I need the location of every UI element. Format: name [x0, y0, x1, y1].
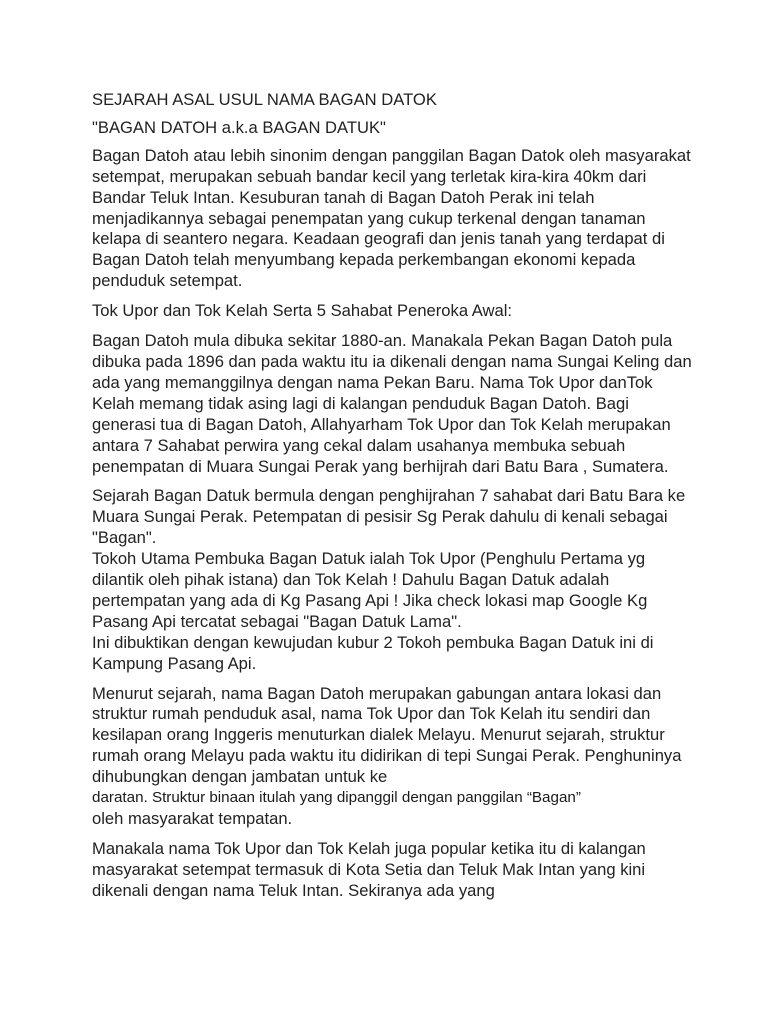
paragraph-group-origins — [92, 486, 692, 674]
paragraph-origin-founders: Tokoh Utama Pembuka Bagan Datuk ialah Tok Upor (Penghulu Pertama yg dilantik oleh pihak istana) dan Tok Kelah ! Dahulu Bagan Datuk adalah pertempatan yang ada di Kg Pasang Api ! Jika check lokasi map Google Kg Pasang Api tercatat sebagai "Bagan Datuk Lama". — [92, 549, 648, 631]
paragraph-origin-graves: Ini dibuktikan dengan kewujudan kubur 2 Tokoh pembuka Bagan Datuk ini di Kampung Pasang Api. — [92, 632, 654, 673]
document-page — [92, 90, 692, 911]
paragraph-section-heading: Tok Upor dan Tok Kelah Serta 5 Sahabat Peneroka Awal: — [92, 301, 513, 321]
paragraph-intro: Bagan Datoh atau lebih sinonim dengan panggilan Bagan Datok oleh masyarakat setempat, merupakan sebuah bandar kecil yang terletak kira-kira 40km dari Bandar Teluk Intan. Kesuburan tanah di Bagan Datoh Perak ini telah menjadikannya sebagai penempatan yang cukup terkenal dengan tanaman kelapa di seantero negara. Keadaan geografi dan jenis tanah yang terdapat di Bagan Datoh telah menyumbang kepada perkembangan ekonomi kepada penduduk setempat. — [92, 145, 691, 291]
paragraph-group-name-origin — [92, 684, 692, 830]
paragraph-name-origin: Menurut sejarah, nama Bagan Datoh merupakan gabungan antara lokasi dan struktur rumah penduduk asal, nama Tok Upor dan Tok Kelah itu sendiri dan kesilapan orang Inggeris menuturkan dialek Melayu. Menurut sejarah, struktur rumah orang Melayu pada waktu itu didirikan di tepi Sungai Perak. Penghuninya dihubungkan dengan jambatan untuk ke — [92, 683, 682, 787]
paragraph-bagan-definition-end: oleh masyarakat tempatan. — [92, 809, 293, 828]
paragraph-bagan-definition: daratan. Struktur binaan itulah yang dipanggil dengan panggilan “Bagan” — [92, 789, 581, 807]
document-subtitle: "BAGAN DATOH a.k.a BAGAN DATUK" — [92, 117, 386, 137]
paragraph-origin-migration: Sejarah Bagan Datuk bermula dengan penghijrahan 7 sahabat dari Batu Bara ke Muara Sungai Perak. Petempatan di pesisir Sg Perak dahulu di kenali sebagai "Bagan". — [92, 486, 686, 548]
document-title: SEJARAH ASAL USUL NAMA BAGAN DATOK — [92, 90, 437, 109]
paragraph-popularity: Manakala nama Tok Upor dan Tok Kelah juga popular ketika itu di kalangan masyarakat setempat termasuk di Kota Setia dan Teluk Mak Intan yang kini dikenali dengan nama Teluk Intan. Sekiranya ada yang — [92, 838, 646, 900]
paragraph-history: Bagan Datoh mula dibuka sekitar 1880-an. Manakala Pekan Bagan Datoh pula dibuka pada 1896 dan pada waktu itu ia dikenali dengan nama Sungai Keling dan ada yang memanggilnya dengan nama Pekan Baru. Nama Tok Upor danTok Kelah memang tidak asing lagi di kalangan penduduk Bagan Datoh. Bagi generasi tua di Bagan Datoh, Allahyarham Tok Upor dan Tok Kelah merupakan antara 7 Sahabat perwira yang cekal dalam usahanya membuka sebuah penempatan di Muara Sungai Perak yang berhijrah dari Batu Bara , Sumatera. — [92, 331, 692, 476]
